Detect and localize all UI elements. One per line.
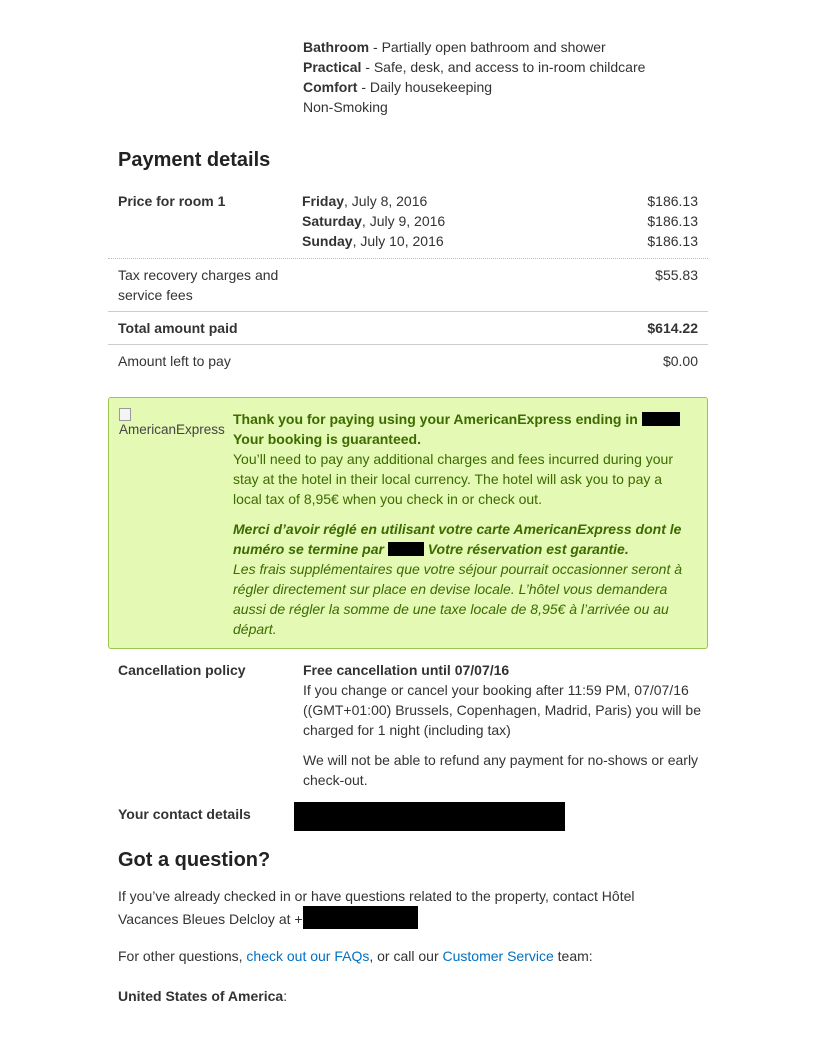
room-price-label: Price for room 1 bbox=[118, 193, 226, 209]
total-amount: $614.22 bbox=[647, 320, 698, 336]
feature-comfort: Comfort - Daily housekeeping bbox=[303, 79, 493, 95]
question-heading: Got a question? bbox=[118, 849, 271, 871]
no-show-policy: We will not be able to refund any payment for no-shows or early check-out. bbox=[303, 752, 699, 788]
redacted-card-number bbox=[388, 542, 424, 556]
faq-link[interactable]: check out our FAQs bbox=[246, 948, 370, 964]
amount-left-value: $0.00 bbox=[662, 353, 698, 369]
night-row: Sunday, July 10, 2016 bbox=[302, 233, 444, 249]
payment-notice bbox=[108, 397, 708, 649]
tax-label: Tax recovery charges and service fees bbox=[118, 267, 279, 303]
notice-text bbox=[233, 409, 693, 639]
night-amount: $186.13 bbox=[647, 193, 698, 209]
night-dates bbox=[302, 191, 602, 251]
notice-en-body: You’ll need to pay any additional charges and fees incurred during your stay at the hotel in their local currency. The hotel will ask you to pay a local tax of 8,95€ when you check in or check out. bbox=[233, 451, 674, 507]
night-amounts bbox=[578, 191, 698, 251]
broken-image-icon bbox=[119, 408, 131, 421]
notice-en-guaranteed: Your booking is guaranteed. bbox=[233, 431, 421, 447]
redacted-contact-details bbox=[294, 802, 565, 831]
redacted-card-number bbox=[642, 412, 680, 426]
notice-fr-body: Les frais supplémentaires que votre séjour pourrait occasionner seront à régler directement sur place en devise locale. L’hôtel vous demandera aussi de régler la somme de une taxe locale de 8,95€ à l’arrivée ou au départ. bbox=[233, 561, 683, 637]
cancellation-terms: If you change or cancel your booking after 11:59 PM, 07/07/16 ((GMT+01:00) Brussels, Copenhagen, Madrid, Paris) you will be charged for 1 night (including tax) bbox=[303, 682, 702, 738]
divider bbox=[108, 311, 708, 312]
feature-bathroom: Bathroom - Partially open bathroom and shower bbox=[303, 39, 606, 55]
night-amount: $186.13 bbox=[647, 233, 698, 249]
redacted-phone-number bbox=[303, 906, 418, 929]
amex-card-image: AmericanExpress bbox=[119, 408, 231, 438]
notice-fr-thanks: Merci d’avoir réglé en utilisant votre carte AmericanExpress dont le numéro se termine par Votre réservation est garantie. bbox=[233, 521, 682, 557]
room-features bbox=[303, 37, 723, 117]
cancellation-body bbox=[303, 660, 703, 790]
divider bbox=[108, 258, 708, 259]
customer-service-link[interactable]: Customer Service bbox=[442, 948, 554, 964]
payment-heading: Payment details bbox=[118, 149, 271, 171]
night-row: Friday, July 8, 2016 bbox=[302, 193, 428, 209]
divider bbox=[108, 344, 708, 345]
contact-details-label: Your contact details bbox=[118, 806, 251, 822]
cancellation-title: Free cancellation until 07/07/16 bbox=[303, 662, 510, 678]
tax-amount: $55.83 bbox=[655, 267, 698, 283]
feature-non-smoking: Non-Smoking bbox=[303, 99, 388, 115]
other-questions-text: For other questions, check out our FAQs, or call our Customer Service team: bbox=[118, 948, 593, 964]
notice-en-thanks: Thank you for paying using your AmericanExpress ending in bbox=[233, 409, 693, 429]
property-contact-text: If you’ve already checked in or have questions related to the property, contact Hôtel Vacances Bleues Delcloy at + bbox=[118, 888, 635, 927]
country-label: United States of America: bbox=[118, 988, 288, 1004]
total-label: Total amount paid bbox=[118, 320, 238, 336]
cancellation-label: Cancellation policy bbox=[118, 662, 246, 678]
night-row: Saturday, July 9, 2016 bbox=[302, 213, 446, 229]
feature-practical: Practical - Safe, desk, and access to in-room childcare bbox=[303, 59, 646, 75]
night-amount: $186.13 bbox=[647, 213, 698, 229]
amount-left-label: Amount left to pay bbox=[118, 353, 231, 369]
